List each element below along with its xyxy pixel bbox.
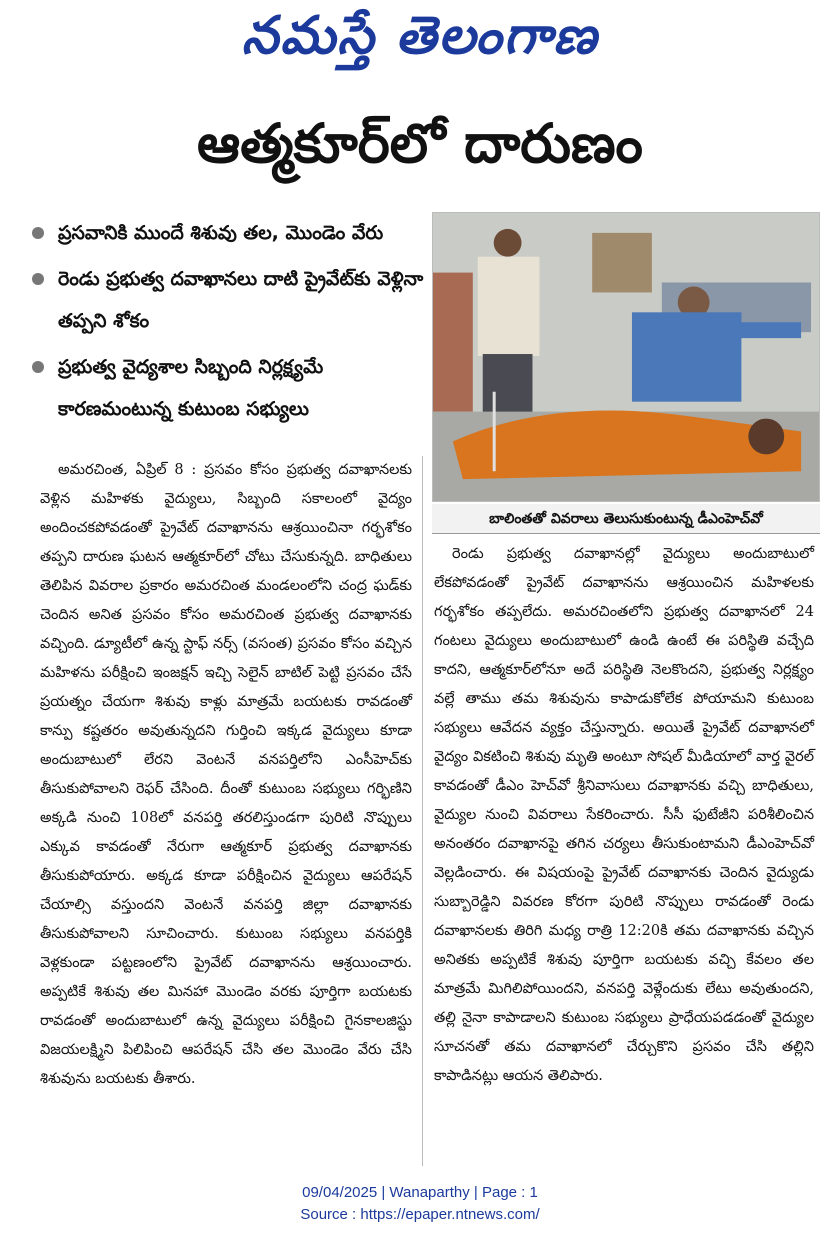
bullet-dot-icon [32, 361, 44, 373]
headline: ఆత్మకూర్‌లో దారుణం [197, 112, 643, 175]
article-right-column [434, 540, 814, 1091]
bullet-dot-icon [32, 227, 44, 239]
article-body-left: అమరచింత, ఏప్రిల్ 8 : ప్రసవం కోసం ప్రభుత్వ దవాఖానలకు వెళ్లిన మహిళకు వైద్యులు, సిబ్బంది సకాలంలో వైద్యం అందించకపోవడంతో ప్రైవేట్ దవాఖానను ఆశ్రయించినా గర్భశోకం తప్పని దారుణ ఘటన ఆత్మకూర్‌లో చోటు చేసుకున్నది. బాధితులు తెలిపిన వివరాల ప్రకారం అమరచింత మండలంలోని చంద్ర ఘడ్‌కు చెందిన అనిత ప్రసవం కోసం అమరచింత ప్రభుత్వ దవాఖానకు వచ్చింది. డ్యూటీలో ఉన్న స్టాఫ్ నర్స్ (వసంత) ప్రసవం కోసం వచ్చిన మహిళను పరీక్షించి ఇంజక్షన్ ఇచ్చి సెలైన్ బాటిల్ పెట్టి ప్రసవం చేసే ప్రయత్నం చేయగా శిశువు కాళ్లు మాత్రమే బయటకు రావడంతో కాన్పు కష్టతరం అవుతున్నదని గుర్తించి ఇక్కడ వైద్యులు కూడా అందుబాటులో లేరని వెంటనే వనపర్తిలోని ఎంసీహెచ్‌కు తీసుకుపోవాలని రెఫర్ చేసింది. దీంతో కుటుంబ సభ్యులు గర్భిణిని అక్కడి నుంచి 108లో వనపర్తి తరలిస్తుండగా పురిటి నొప్పులు ఎక్కువ కావడంతో నేరుగా ఆత్మకూర్ ప్రభుత్వ దవాఖానకు తీసుకుపోయారు. అక్కడ కూడా పరీక్షించిన వైద్యులు ఆపరేషన్ చేయాల్సి వస్తుందని వెంటనే వనపర్తి జిల్లా దవాఖానకు తీసుకుపోవాలని సూచించారు. కుటుంబ సభ్యులు వనపర్తికి వెళ్లకుండా పట్టణంలోని ప్రైవేట్ దవాఖానను ఆశ్రయించారు. అప్పటికే శిశువు తల మినహా మొండెం వరకు పూర్తిగా బయటకు రావడంతో అందుబాటులో ఉన్న వైద్యులు పరీక్షించి గైనకాలజిస్టు విజయలక్ష్మిని పిలిపించి ఆపరేషన్ చేసి తల మొండెం వేరు చేసి శిశువును బయటకు తీశారు. [40, 462, 412, 1087]
highlight-item [28, 346, 428, 430]
bullet-dot-icon [32, 273, 44, 285]
highlight-item [28, 258, 428, 342]
news-photo [432, 212, 820, 502]
footer-source: Source : https://epaper.ntnews.com/ [300, 1206, 540, 1223]
highlight-text: ప్రభుత్వ వైద్యశాల సిబ్బంది నిర్లక్ష్యమే కారణమంటున్న కుటుంబ సభ్యులు [58, 356, 324, 420]
masthead-title: నమస్తే తెలంగాణ [241, 6, 599, 66]
footer-edition: 09/04/2025 | Wanaparthy | Page : 1 [302, 1184, 538, 1201]
highlight-text: రెండు ప్రభుత్వ దవాఖానలు దాటి ప్రైవేట్‌కు వెళ్లినా తప్పని శోకం [58, 268, 424, 332]
highlights-list [28, 212, 428, 434]
column-divider [422, 456, 423, 1166]
highlight-item [28, 212, 428, 254]
highlight-text: ప్రసవానికి ముందే శిశువు తల, మొండెం వేరు [58, 222, 384, 244]
footer [0, 1182, 840, 1226]
photo-caption: బాలింతతో వివరాలు తెలుసుకుంటున్న డీఎంహెచ్‌వో [432, 504, 820, 534]
article-body-right: రెండు ప్రభుత్వ దవాఖానల్లో వైద్యులు అందుబాటులో లేకపోవడంతో ప్రైవేట్ దవాఖానను ఆశ్రయించిన మహిళలకు గర్భశోకం తప్పలేదు. అమరచింతలోని ప్రభుత్వ దవాఖానలో 24 గంటలు వైద్యులు అందుబాటులో ఉండి ఉంటే ఈ పరిస్థితి వచ్చేది కాదని, ఆత్మకూర్‌లోనూ అదే పరిస్థితి నెలకొందని, ప్రభుత్వ నిర్లక్ష్యం వల్లే తాము తమ శిశువును కాపాడుకోలేక పోయామని కుటుంబ సభ్యులు ఆవేదన వ్యక్తం చేస్తున్నారు. అయితే ప్రైవేట్ దవాఖానలో వైద్యం వికటించి శిశువు మృతి అంటూ సోషల్ మీడియాలో వార్త వైరల్ కావడంతో డీఎం హెచ్‌వో శ్రీనివాసులు దవాఖానకు వచ్చి బాధితులు, వైద్యుల నుంచి వివరాలు సేకరించారు. సీసీ ఫుటేజీని పరిశీలించిన అనంతరం దవాఖానపై తగిన చర్యలు తీసుకుంటామని డీఎంహెచ్‌వో వెల్లడించారు. ఈ విషయంపై ప్రైవేట్ దవాఖానకు చెందిన వైద్యుడు సుబ్బారెడ్డిని వివరణ కోరగా పురిటి నొప్పులు రావడంతో రెండు దవాఖానలకు తిరిగి మధ్య రాత్రి 12:20కి తమ దవాఖానకు వచ్చిన అనితకు అప్పటికే శిశువు పూర్తిగా బయటకు వచ్చి కేవలం తల మాత్రమే మిగిలిపోయిందని, వనపర్తి వెళ్లేందుకు లేటు అవుతుందని, తల్లి నైనా కాపాడాలని కుటుంబ సభ్యులు ప్రాధేయపడడంతో వైద్యుల సూచనతో తమ దవాఖానలో చేర్చుకొని ప్రసవం చేసి తల్లిని కాపాడినట్లు ఆయన తెలిపారు. [434, 546, 814, 1084]
article-left-column [40, 456, 412, 1094]
